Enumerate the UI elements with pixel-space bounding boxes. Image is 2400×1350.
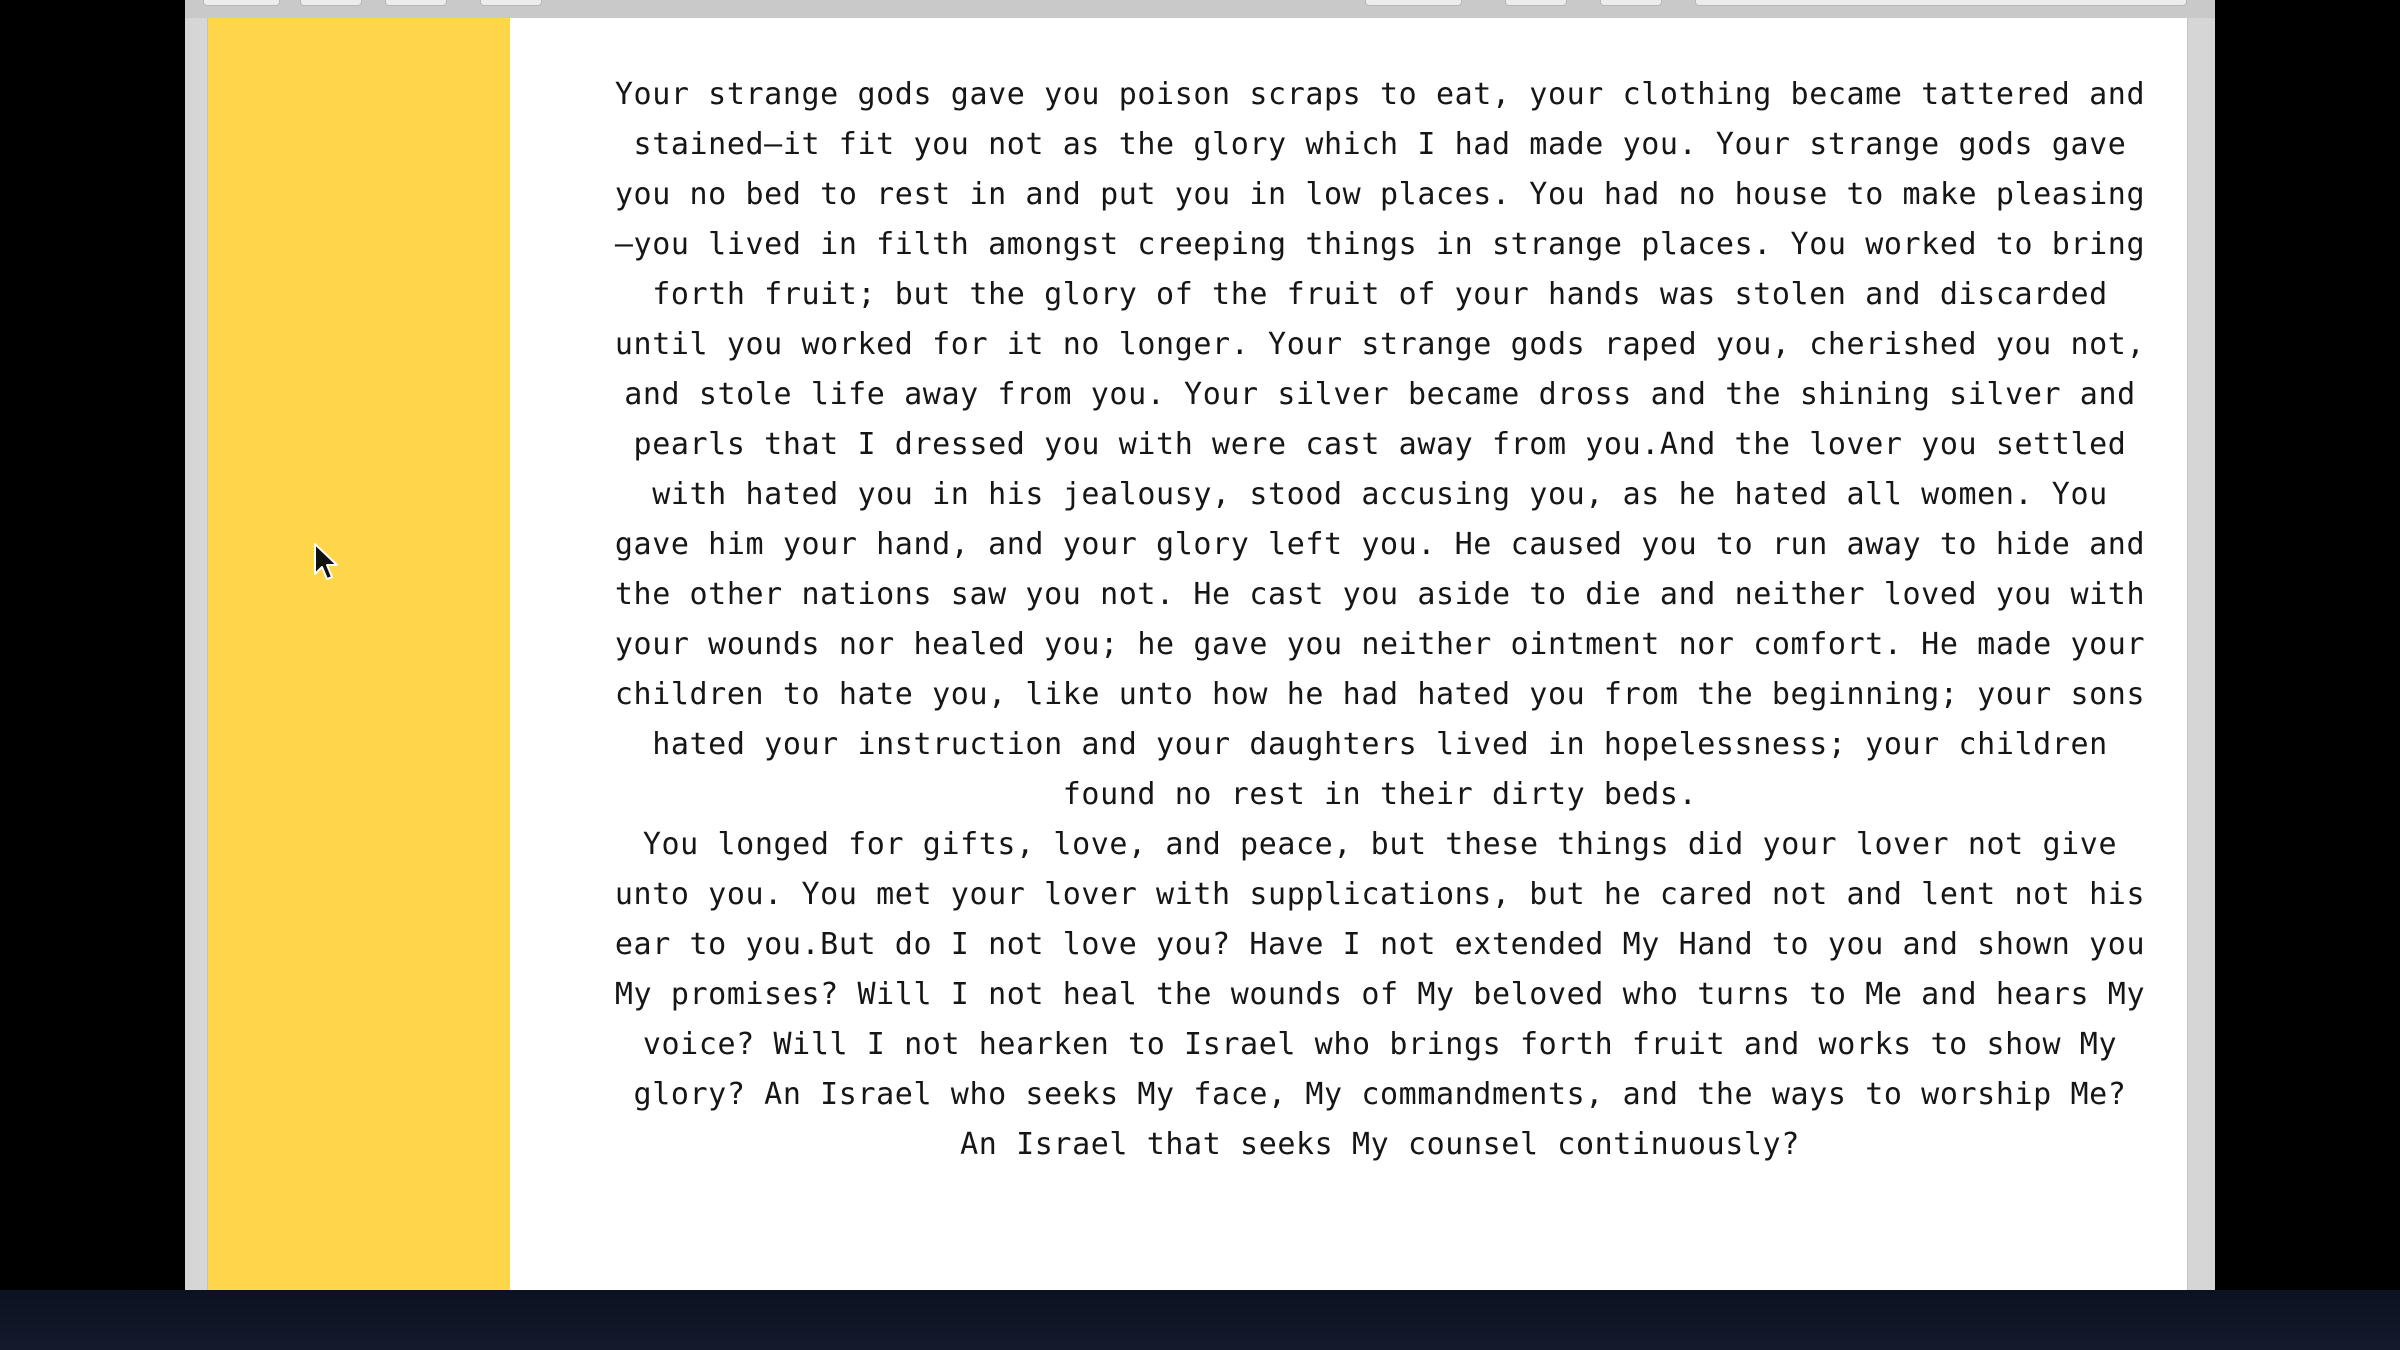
- toolbar-button-5[interactable]: [1365, 0, 1462, 6]
- toolbar-button-6[interactable]: [1505, 0, 1567, 6]
- toolbar-button-4[interactable]: [480, 0, 542, 6]
- paragraph: Your strange gods gave you poison scraps to eat, your clothing became tattered and stained—it fit you not as the glory which I had made you. Your strange gods gave you no bed to rest in and put you in low places. You had no house to make pleasing—you lived in filth amongst creeping things in strange places. You worked to bring forth fruit; but the glory of the fruit of your hands was stolen and discarded until you worked for it no longer. Your strange gods raped you, cherished you not, and stole life away from you. Your silver became dross and the shining silver and pearls that I dressed you with were cast away from you.And the lover you settled with hated you in his jealousy, stood accusing you, as he hated all women. You gave him your hand, and your glory left you. He caused you to run away to hide and the other nations saw you not. He cast you aside to die and neither loved you with your wounds nor healed you; he gave you neither ointment nor comfort. He made your children to hate you, like unto how he had hated you from the beginning; your sons hated your instruction and your daughters lived in hopelessness; your children found no rest in their dirty beds.: [614, 77, 2146, 812]
- yellow-sidebar-panel: [208, 18, 510, 1290]
- toolbar: [185, 0, 2215, 19]
- paragraph: You longed for gifts, love, and peace, but these things did your lover not give unto you. You met your lover with supplications, but he cared not and lent not his ear to you.But do I not love you? Have I not extended My Hand to you and shown you My promises? Will I not heal the wounds of My beloved who turns to Me and hears My voice? Will I not hearken to Israel who brings forth fruit and works to show My glory? An Israel who seeks My face, My commandments, and the ways to worship Me? An Israel that seeks My counsel continuously?: [614, 827, 2146, 1162]
- toolbar-button-2[interactable]: [300, 0, 362, 6]
- arrow-pointer-icon: [313, 542, 343, 584]
- taskbar: [0, 1290, 2400, 1350]
- vertical-scrollbar[interactable]: [2187, 18, 2215, 1290]
- left-window-margin: [185, 18, 208, 1290]
- document-body: [610, 70, 2150, 1170]
- toolbar-button-1[interactable]: [203, 0, 280, 6]
- document-window: [185, 0, 2215, 1290]
- toolbar-search-field[interactable]: [1695, 0, 2187, 6]
- document-page[interactable]: [510, 18, 2187, 1290]
- toolbar-button-3[interactable]: [385, 0, 447, 6]
- toolbar-button-7[interactable]: [1600, 0, 1662, 6]
